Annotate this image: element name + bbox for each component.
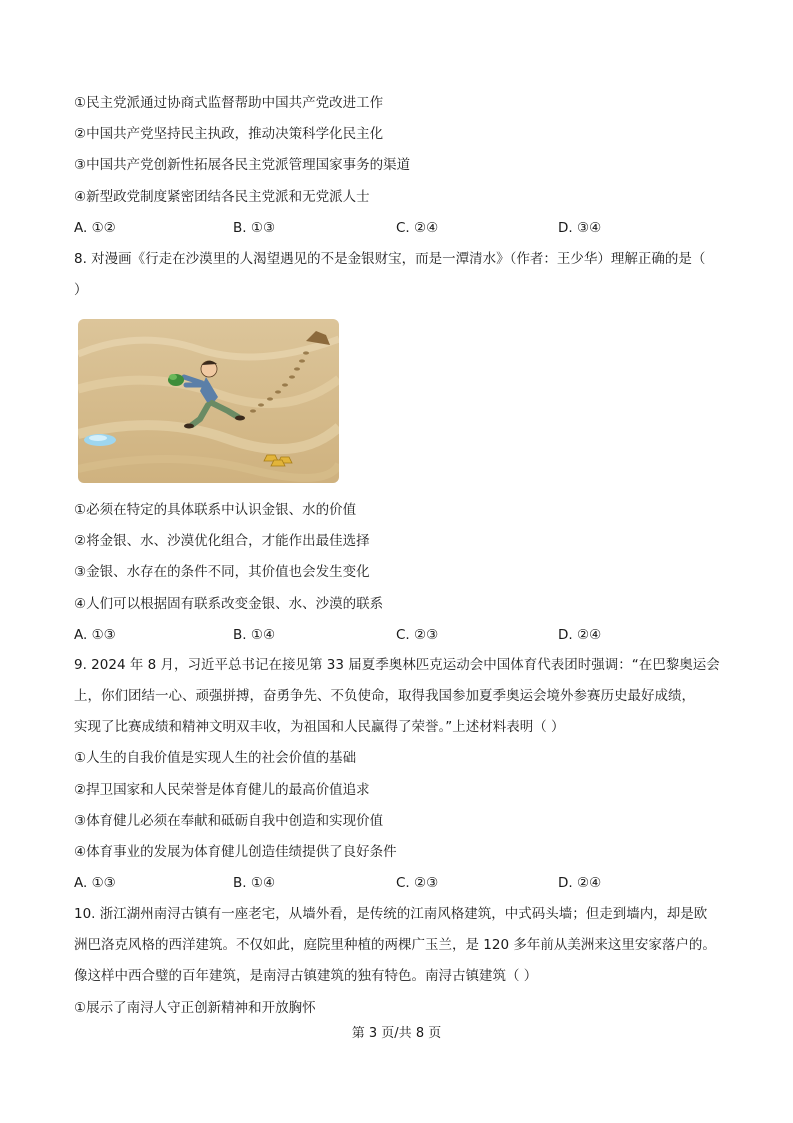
q9-item-2: ②捍卫国家和人民荣誉是体育健儿的最高价值追求 xyxy=(74,782,370,798)
q10-item-1: ①展示了南浔人守正创新精神和开放胸怀 xyxy=(74,1000,316,1016)
q7-option-a: A. ①② xyxy=(74,220,116,236)
q7-item-2: ②中国共产党坚持民主执政，推动决策科学化民主化 xyxy=(74,126,384,142)
q9-item-4: ④体育事业的发展为体育健儿创造佳绩提供了良好条件 xyxy=(74,844,397,860)
q9-options xyxy=(74,874,724,892)
q8-options xyxy=(74,626,724,644)
q7-item-3: ③中国共产党创新性拓展各民主党派管理国家事务的渠道 xyxy=(74,157,411,173)
q7-option-d: D. ③④ xyxy=(558,220,602,236)
q8-option-a: A. ①③ xyxy=(74,627,116,643)
q8-item-2: ②将金银、水、沙漠优化组合，才能作出最佳选择 xyxy=(74,533,370,549)
q9-stem-line-3: 实现了比赛成绩和精神文明双丰收，为祖国和人民赢得了荣誉。”上述材料表明（ ） xyxy=(74,719,565,735)
q8-item-4: ④人们可以根据固有联系改变金银、水、沙漠的联系 xyxy=(74,596,384,612)
q9-item-3: ③体育健儿必须在奉献和砥砺自我中创造和实现价值 xyxy=(74,813,384,829)
q9-stem-line-1: 9. 2024 年 8 月，习近平总书记在接见第 33 届夏季奥林匹克运动会中国体育代表团时强调：“在巴黎奥运会 xyxy=(74,657,720,673)
q7-item-1: ①民主党派通过协商式监督帮助中国共产党改进工作 xyxy=(74,95,384,111)
q8-stem-line-2: ） xyxy=(74,282,88,298)
q8-item-3: ③金银、水存在的条件不同，其价值也会发生变化 xyxy=(74,564,370,580)
q10-stem-line-2: 洲巴洛克风格的西洋建筑。不仅如此，庭院里种植的两棵广玉兰，是 120 多年前从美洲来这里安家落户的。 xyxy=(74,937,716,953)
q9-option-a: A. ①③ xyxy=(74,875,116,891)
q9-option-c: C. ②③ xyxy=(396,875,439,891)
q9-option-d: D. ②④ xyxy=(558,875,602,891)
q10-stem-line-3: 像这样中西合璧的百年建筑，是南浔古镇建筑的独有特色。南浔古镇建筑（ ） xyxy=(74,968,538,984)
desert-cartoon-image xyxy=(78,319,339,483)
q7-item-4: ④新型政党制度紧密团结各民主党派和无党派人士 xyxy=(74,189,370,205)
q8-stem-line-1: 8. 对漫画《行走在沙漠里的人渴望遇见的不是金银财宝，而是一潭清水》（作者：王少华）理解正确的是（ xyxy=(74,251,706,267)
q9-option-b: B. ①④ xyxy=(233,875,276,891)
q7-option-c: C. ②④ xyxy=(396,220,439,236)
q9-item-1: ①人生的自我价值是实现人生的社会价值的基础 xyxy=(74,750,357,766)
q10-stem-line-1: 10. 浙江湖州南浔古镇有一座老宅，从墙外看，是传统的江南风格建筑，中式码头墙；但走到墙内，却是欧 xyxy=(74,906,708,922)
q7-options xyxy=(74,219,724,237)
q8-item-1: ①必须在特定的具体联系中认识金银、水的价值 xyxy=(74,502,357,518)
q8-option-d: D. ②④ xyxy=(558,627,602,643)
q8-option-b: B. ①④ xyxy=(233,627,276,643)
q7-option-b: B. ①③ xyxy=(233,220,276,236)
q9-stem-line-2: 上，你们团结一心、顽强拼搏，奋勇争先、不负使命，取得我国参加夏季奥运会境外参赛历史最好成绩， xyxy=(74,688,695,704)
q8-option-c: C. ②③ xyxy=(396,627,439,643)
page-footer: 第 3 页/共 8 页 xyxy=(351,1026,442,1041)
